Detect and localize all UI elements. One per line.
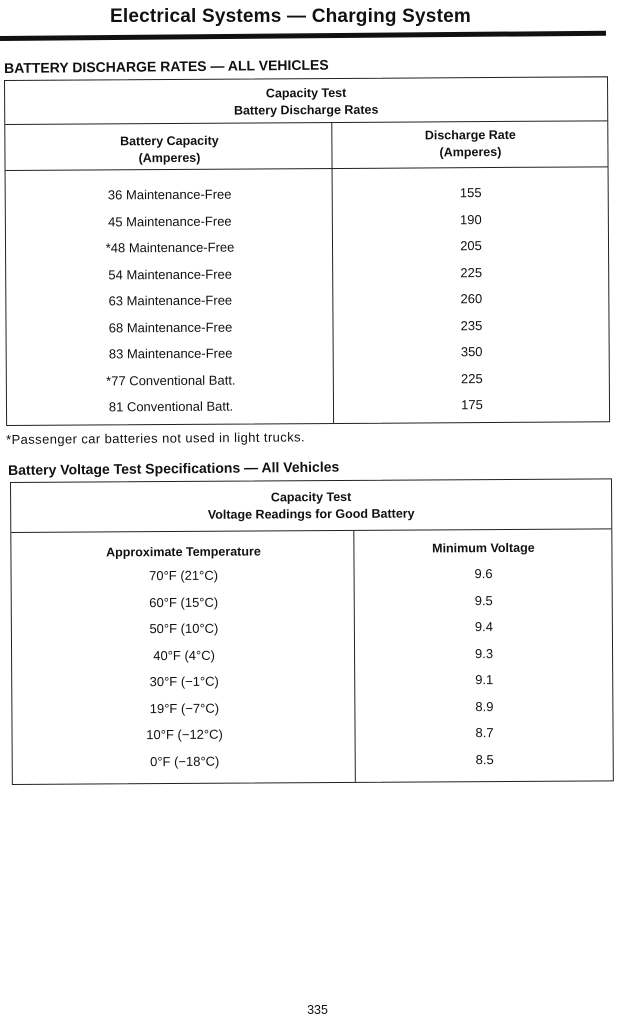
table-row (12, 669, 612, 693)
battery-capacity-header-line2: (Amperes) (138, 150, 201, 166)
table-row (6, 315, 608, 339)
battery-capacity-cell: 83 Maintenance-Free (108, 345, 233, 362)
voltage-table-title-line2: Voltage Readings for Good Battery (207, 506, 415, 522)
temperature-cell: 0°F (−18°C) (150, 753, 220, 769)
table-row (12, 722, 612, 746)
table-row (12, 563, 612, 587)
table-row (7, 341, 609, 365)
table-row (7, 394, 609, 418)
discharge-section-title: BATTERY DISCHARGE RATES — ALL VEHICLES (4, 56, 329, 76)
voltage-rows (12, 563, 612, 769)
minimum-voltage-cell: 9.6 (474, 566, 493, 582)
discharge-rate-cell: 155 (459, 185, 482, 201)
minimum-voltage-cell: 9.1 (475, 672, 494, 688)
table-row (7, 368, 609, 392)
temperature-cell: 60°F (15°C) (149, 594, 219, 610)
battery-capacity-cell: 81 Conventional Batt. (108, 398, 234, 415)
discharge-rate-header (333, 126, 607, 162)
page-header (0, 0, 635, 52)
battery-capacity-cell: 36 Maintenance-Free (107, 186, 232, 203)
discharge-rate-cell: 190 (459, 211, 482, 227)
discharge-rate-cell: 205 (460, 238, 482, 254)
minimum-voltage-header: Minimum Voltage (432, 540, 535, 556)
minimum-voltage-cell: 9.3 (474, 645, 494, 661)
table-row (12, 696, 612, 720)
discharge-rates-table (4, 76, 610, 426)
battery-capacity-cell: 54 Maintenance-Free (108, 266, 233, 282)
minimum-voltage-cell: 9.5 (474, 592, 493, 608)
discharge-rate-cell: 225 (460, 370, 483, 386)
battery-capacity-cell: 63 Maintenance-Free (108, 292, 233, 309)
table-row (6, 182, 608, 206)
table-row (6, 288, 608, 312)
temperature-cell: 50°F (10°C) (149, 620, 219, 637)
approximate-temperature-header: Approximate Temperature (106, 544, 261, 560)
voltage-section-title: Battery Voltage Test Specifications — All Vehicles (8, 458, 340, 478)
temperature-cell: 10°F (−12°C) (146, 726, 223, 743)
table-row (6, 262, 608, 286)
battery-capacity-cell: *77 Conventional Batt. (106, 372, 236, 388)
page-title: Electrical Systems — Charging System (110, 6, 471, 27)
minimum-voltage-cell: 9.4 (474, 619, 493, 635)
discharge-rate-cell: 175 (461, 397, 483, 413)
minimum-voltage-cell: 8.5 (475, 751, 494, 767)
minimum-voltage-cell: 8.9 (475, 698, 494, 714)
discharge-table-title (5, 77, 607, 125)
table-row (12, 643, 612, 667)
table-row (6, 235, 608, 259)
temperature-cell: 19°F (−7°C) (149, 700, 220, 716)
temperature-cell: 30°F (−1°C) (149, 673, 219, 690)
battery-capacity-header (5, 132, 333, 168)
header-rule (0, 31, 606, 41)
battery-capacity-cell: 45 Maintenance-Free (108, 213, 232, 229)
discharge-table-title-line2: Battery Discharge Rates (233, 102, 379, 118)
battery-capacity-header-line1: Battery Capacity (120, 133, 219, 149)
discharge-rate-cell: 260 (460, 291, 483, 307)
discharge-table-title-line1: Capacity Test (265, 85, 347, 101)
temperature-cell: 40°F (4°C) (153, 647, 215, 663)
discharge-rate-header-line2: (Amperes) (439, 144, 502, 160)
discharge-column-headers (5, 121, 607, 171)
discharge-rate-cell: 225 (460, 264, 483, 280)
temperature-cell: 70°F (21°C) (149, 567, 219, 584)
discharge-rate-header-line1: Discharge Rate (424, 127, 516, 143)
discharge-rate-cell: 235 (460, 317, 483, 333)
table-row (6, 209, 608, 233)
voltage-table-title (11, 479, 611, 533)
footnote: *Passenger car batteries not used in light trucks. (6, 429, 306, 447)
table-row (13, 749, 613, 773)
minimum-voltage-cell: 8.7 (475, 725, 494, 741)
page-number: 335 (307, 1003, 328, 1017)
battery-capacity-cell: *48 Maintenance-Free (105, 239, 235, 256)
table-row (12, 616, 612, 640)
table-row (12, 590, 612, 614)
voltage-table-title-line1: Capacity Test (270, 489, 352, 505)
battery-capacity-cell: 68 Maintenance-Free (108, 319, 233, 335)
voltage-test-table (10, 478, 614, 785)
discharge-rate-cell: 350 (460, 344, 483, 360)
